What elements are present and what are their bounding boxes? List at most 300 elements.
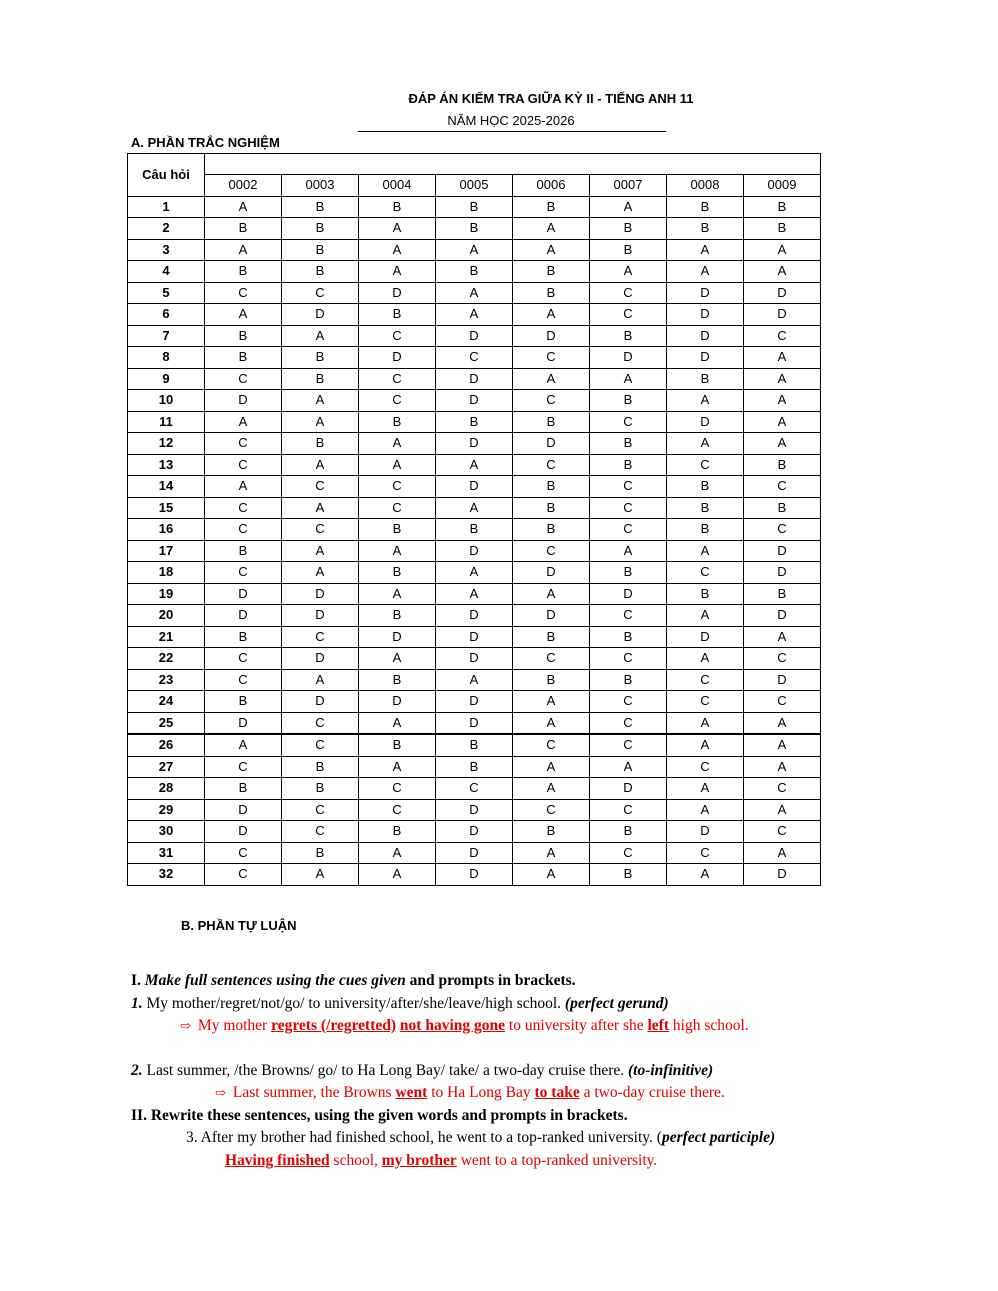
answer-cell: D xyxy=(513,562,590,584)
document-title: ĐÁP ÁN KIỂM TRA GIỮA KỲ II - TIẾNG ANH 11 xyxy=(408,91,694,106)
answer-cell: A xyxy=(667,239,744,261)
answer-cell: B xyxy=(282,261,359,283)
answer-cell: C xyxy=(667,842,744,864)
answer-cell: A xyxy=(667,648,744,670)
answer-cell: D xyxy=(513,605,590,627)
answer-cell: D xyxy=(205,821,282,843)
answer-cell: C xyxy=(513,347,590,369)
answer-cell: B xyxy=(513,261,590,283)
answer-cell: D xyxy=(513,433,590,455)
answer-cell: A xyxy=(513,756,590,778)
answer-cell: B xyxy=(436,261,513,283)
answer-key-table xyxy=(127,153,821,886)
answer-cell: A xyxy=(744,712,821,734)
answer-cell: B xyxy=(513,669,590,691)
answer-cell: A xyxy=(282,669,359,691)
answer-cell: C xyxy=(282,476,359,498)
table-row xyxy=(128,583,821,605)
exam-code-header: 0006 xyxy=(513,175,590,197)
question-number: 30 xyxy=(128,821,205,843)
answer-cell: D xyxy=(667,411,744,433)
answer-cell: B xyxy=(667,519,744,541)
answer-cell: B xyxy=(436,196,513,218)
answer-cell: C xyxy=(590,799,667,821)
answer-cell: A xyxy=(205,411,282,433)
question-number: 28 xyxy=(128,778,205,800)
answer-cell: C xyxy=(590,734,667,756)
answer-cell: D xyxy=(205,583,282,605)
answer-cell: C xyxy=(205,519,282,541)
answer-cell: B xyxy=(513,411,590,433)
answer-cell: C xyxy=(667,454,744,476)
answer-cell: A xyxy=(513,691,590,713)
answer-cell: B xyxy=(590,562,667,584)
answer-cell: C xyxy=(590,605,667,627)
answer-cell: C xyxy=(359,497,436,519)
answer-cell: D xyxy=(436,626,513,648)
answer-cell: C xyxy=(359,368,436,390)
answer-cell: B xyxy=(359,821,436,843)
answer-cell: C xyxy=(590,842,667,864)
answer-cell: A xyxy=(513,218,590,240)
answer-cell: A xyxy=(744,842,821,864)
question-header: Câu hỏi xyxy=(128,154,205,197)
answer-cell: B xyxy=(744,196,821,218)
answer-cell: A xyxy=(359,540,436,562)
answer-cell: B xyxy=(744,583,821,605)
question-number: 20 xyxy=(128,605,205,627)
question-number: 13 xyxy=(128,454,205,476)
question-number: 29 xyxy=(128,799,205,821)
answer-cell: A xyxy=(205,304,282,326)
answer-cell: B xyxy=(744,454,821,476)
answer-cell: A xyxy=(359,433,436,455)
answer-cell: B xyxy=(359,734,436,756)
question-number: 2 xyxy=(128,218,205,240)
table-row xyxy=(128,778,821,800)
answer-cell: A xyxy=(436,497,513,519)
answer-cell: A xyxy=(667,778,744,800)
answer-cell: A xyxy=(667,605,744,627)
answer-cell: D xyxy=(436,476,513,498)
answer-cell: A xyxy=(513,712,590,734)
table-row xyxy=(128,239,821,261)
answer-cell: A xyxy=(359,864,436,886)
answer-cell: C xyxy=(513,454,590,476)
answer-cell: B xyxy=(590,239,667,261)
answer-cell: A xyxy=(436,669,513,691)
answer-cell: A xyxy=(205,196,282,218)
exam-code-header: 0008 xyxy=(667,175,744,197)
answer-cell: A xyxy=(744,626,821,648)
answer-cell: A xyxy=(590,261,667,283)
answer-cell: C xyxy=(590,282,667,304)
answer-cell: C xyxy=(282,626,359,648)
answer-cell: D xyxy=(436,842,513,864)
answer-cell: A xyxy=(205,239,282,261)
answer-cell: A xyxy=(282,454,359,476)
answer-cell: A xyxy=(359,239,436,261)
answer-cell: D xyxy=(513,325,590,347)
answer-cell: B xyxy=(359,411,436,433)
question-number: 23 xyxy=(128,669,205,691)
answer-cell: B xyxy=(436,756,513,778)
question-number: 10 xyxy=(128,390,205,412)
answer-1: ⇨ My mother regrets (/regretted) not having gone to university after she left high school. xyxy=(180,1017,749,1034)
table-row xyxy=(128,605,821,627)
answer-cell: C xyxy=(513,734,590,756)
answer-cell: B xyxy=(667,583,744,605)
answer-cell: B xyxy=(359,605,436,627)
table-row xyxy=(128,691,821,713)
answer-cell: B xyxy=(667,497,744,519)
answer-cell: A xyxy=(744,368,821,390)
answer-cell: A xyxy=(282,562,359,584)
table-row xyxy=(128,476,821,498)
answer-cell: D xyxy=(282,648,359,670)
exam-code-header: 0002 xyxy=(205,175,282,197)
table-row xyxy=(128,756,821,778)
table-row xyxy=(128,347,821,369)
answer-cell: B xyxy=(436,218,513,240)
answer-cell: D xyxy=(744,562,821,584)
answer-cell: A xyxy=(744,239,821,261)
exam-code-header: 0003 xyxy=(282,175,359,197)
answer-cell: A xyxy=(513,842,590,864)
answer-cell: C xyxy=(282,821,359,843)
question-number: 27 xyxy=(128,756,205,778)
question-number: 26 xyxy=(128,734,205,756)
answer-cell: D xyxy=(590,778,667,800)
question-number: 15 xyxy=(128,497,205,519)
answer-cell: C xyxy=(513,648,590,670)
arrow-icon: ⇨ xyxy=(215,1085,226,1100)
answer-cell: C xyxy=(590,304,667,326)
question-number: 21 xyxy=(128,626,205,648)
answer-cell: B xyxy=(359,519,436,541)
answer-cell: C xyxy=(436,347,513,369)
answer-cell: C xyxy=(205,368,282,390)
question-1: 1. My mother/regret/not/go/ to university/after/she/leave/high school. (perfect gerund) xyxy=(131,995,669,1012)
answer-cell: C xyxy=(205,562,282,584)
answer-cell: A xyxy=(667,261,744,283)
answer-cell: D xyxy=(436,540,513,562)
answer-cell: D xyxy=(590,583,667,605)
table-row xyxy=(128,368,821,390)
answer-cell: A xyxy=(513,304,590,326)
section-a-title: A. PHẦN TRẮC NGHIỆM xyxy=(131,135,280,150)
exam-code-header: 0007 xyxy=(590,175,667,197)
answer-cell: A xyxy=(590,540,667,562)
answer-cell: C xyxy=(205,282,282,304)
answer-cell: B xyxy=(513,626,590,648)
part1-heading: I. Make full sentences using the cues given and prompts in brackets. xyxy=(131,972,576,989)
answer-cell: B xyxy=(590,821,667,843)
answer-cell: D xyxy=(436,390,513,412)
answer-cell: B xyxy=(590,218,667,240)
table-row xyxy=(128,325,821,347)
answer-cell: C xyxy=(744,691,821,713)
table-row xyxy=(128,519,821,541)
answer-cell: A xyxy=(667,734,744,756)
part2-heading: II. Rewrite these sentences, using the given words and prompts in brackets. xyxy=(131,1107,628,1124)
section-b-title: B. PHẦN TỰ LUẬN xyxy=(181,918,297,933)
answer-cell: C xyxy=(359,390,436,412)
answer-cell: B xyxy=(359,304,436,326)
answer-cell: A xyxy=(744,411,821,433)
answer-cell: B xyxy=(667,476,744,498)
answer-cell: D xyxy=(359,691,436,713)
answer-cell: D xyxy=(359,282,436,304)
answer-cell: D xyxy=(744,605,821,627)
answer-cell: B xyxy=(205,218,282,240)
answer-cell: A xyxy=(513,864,590,886)
answer-cell: A xyxy=(359,712,436,734)
answer-cell: A xyxy=(436,304,513,326)
answer-cell: C xyxy=(205,864,282,886)
answer-cell: B xyxy=(282,756,359,778)
answer-cell: A xyxy=(359,583,436,605)
question-number: 5 xyxy=(128,282,205,304)
answer-cell: C xyxy=(205,433,282,455)
question-number: 18 xyxy=(128,562,205,584)
answer-cell: A xyxy=(513,368,590,390)
answer-cell: B xyxy=(513,476,590,498)
answer-cell: B xyxy=(436,734,513,756)
answer-cell: B xyxy=(744,497,821,519)
question-number: 3 xyxy=(128,239,205,261)
answer-cell: D xyxy=(436,605,513,627)
answer-cell: B xyxy=(513,497,590,519)
answer-cell: C xyxy=(513,799,590,821)
answer-cell: D xyxy=(436,821,513,843)
answer-cell: A xyxy=(667,799,744,821)
answer-cell: B xyxy=(590,864,667,886)
question-number: 11 xyxy=(128,411,205,433)
answer-cell: A xyxy=(436,454,513,476)
answer-cell: C xyxy=(590,476,667,498)
table-row xyxy=(128,497,821,519)
answer-cell: D xyxy=(667,626,744,648)
answer-cell: C xyxy=(205,648,282,670)
answer-cell: A xyxy=(744,756,821,778)
title-divider xyxy=(358,131,666,132)
answer-cell: A xyxy=(359,648,436,670)
answer-cell: C xyxy=(205,669,282,691)
answer-cell: D xyxy=(359,347,436,369)
answer-cell: D xyxy=(436,368,513,390)
answer-cell: A xyxy=(667,540,744,562)
question-number: 1 xyxy=(128,196,205,218)
table-row xyxy=(128,282,821,304)
table-row xyxy=(128,562,821,584)
answer-cell: D xyxy=(205,390,282,412)
question-number: 31 xyxy=(128,842,205,864)
table-row xyxy=(128,712,821,734)
answer-cell: A xyxy=(436,562,513,584)
answer-cell: C xyxy=(590,648,667,670)
answer-cell: A xyxy=(744,390,821,412)
answer-cell: A xyxy=(513,583,590,605)
answer-cell: C xyxy=(282,282,359,304)
answer-cell: A xyxy=(590,368,667,390)
answer-cell: B xyxy=(513,282,590,304)
table-row xyxy=(128,261,821,283)
answer-cell: D xyxy=(744,540,821,562)
answer-cell: A xyxy=(282,864,359,886)
question-number: 14 xyxy=(128,476,205,498)
table-row xyxy=(128,390,821,412)
answer-cell: B xyxy=(282,842,359,864)
answer-cell: B xyxy=(667,218,744,240)
answer-cell: C xyxy=(667,691,744,713)
table-row xyxy=(128,799,821,821)
table-row xyxy=(128,842,821,864)
answer-cell: D xyxy=(205,799,282,821)
answer-cell: B xyxy=(667,196,744,218)
answer-cell: A xyxy=(282,497,359,519)
answer-cell: C xyxy=(590,691,667,713)
answer-cell: D xyxy=(667,325,744,347)
answer-cell: B xyxy=(667,368,744,390)
answer-cell: D xyxy=(744,304,821,326)
answer-cell: B xyxy=(513,519,590,541)
answer-cell: D xyxy=(282,691,359,713)
answer-cell: C xyxy=(359,476,436,498)
table-row xyxy=(128,821,821,843)
answer-cell: C xyxy=(205,756,282,778)
answer-cell: B xyxy=(282,433,359,455)
answer-cell: A xyxy=(359,756,436,778)
question-number: 19 xyxy=(128,583,205,605)
question-number: 4 xyxy=(128,261,205,283)
answer-cell: D xyxy=(359,626,436,648)
answer-cell: B xyxy=(359,562,436,584)
answer-cell: C xyxy=(359,799,436,821)
answer-cell: B xyxy=(590,669,667,691)
answer-cell: A xyxy=(205,734,282,756)
answer-cell: A xyxy=(744,347,821,369)
answer-cell: B xyxy=(359,196,436,218)
school-year: NĂM HỌC 2025-2026 xyxy=(447,113,575,128)
answer-cell: A xyxy=(359,842,436,864)
answer-cell: D xyxy=(667,282,744,304)
answer-cell: D xyxy=(205,605,282,627)
answer-cell: C xyxy=(590,497,667,519)
answer-cell: C xyxy=(744,821,821,843)
answer-cell: D xyxy=(436,712,513,734)
answer-cell: C xyxy=(359,325,436,347)
answer-cell: B xyxy=(359,669,436,691)
answer-cell: A xyxy=(513,778,590,800)
answer-cell: D xyxy=(282,304,359,326)
answer-cell: D xyxy=(436,799,513,821)
answer-cell: B xyxy=(282,239,359,261)
answer-cell: B xyxy=(282,196,359,218)
question-number: 24 xyxy=(128,691,205,713)
answer-cell: B xyxy=(205,691,282,713)
answer-cell: A xyxy=(436,239,513,261)
question-number: 9 xyxy=(128,368,205,390)
answer-cell: D xyxy=(667,821,744,843)
answer-2: ⇨ Last summer, the Browns went to Ha Long Bay to take a two-day cruise there. xyxy=(215,1084,725,1101)
answer-cell: D xyxy=(436,433,513,455)
answer-cell: A xyxy=(513,239,590,261)
table-row xyxy=(128,454,821,476)
answer-cell: D xyxy=(436,691,513,713)
answer-cell: A xyxy=(590,196,667,218)
answer-cell: A xyxy=(744,799,821,821)
answer-cell: C xyxy=(744,476,821,498)
answer-cell: A xyxy=(667,433,744,455)
answer-cell: A xyxy=(744,734,821,756)
question-number: 6 xyxy=(128,304,205,326)
answer-cell: D xyxy=(744,282,821,304)
table-row xyxy=(128,304,821,326)
answer-cell: A xyxy=(590,756,667,778)
exam-code-header: 0004 xyxy=(359,175,436,197)
answer-cell: A xyxy=(359,454,436,476)
answer-cell: A xyxy=(744,433,821,455)
answer-cell: D xyxy=(744,669,821,691)
table-row xyxy=(128,196,821,218)
exam-code-header: 0005 xyxy=(436,175,513,197)
answer-cell: D xyxy=(667,347,744,369)
exam-code-header: 0009 xyxy=(744,175,821,197)
answer-cell: B xyxy=(282,218,359,240)
answer-cell: A xyxy=(667,712,744,734)
table-row xyxy=(128,218,821,240)
answer-cell: B xyxy=(590,433,667,455)
question-number: 8 xyxy=(128,347,205,369)
answer-cell: D xyxy=(436,864,513,886)
answer-cell: A xyxy=(282,325,359,347)
question-number: 32 xyxy=(128,864,205,886)
question-number: 22 xyxy=(128,648,205,670)
answer-cell: A xyxy=(282,540,359,562)
answer-cell: B xyxy=(282,368,359,390)
answer-cell: B xyxy=(513,821,590,843)
answer-cell: C xyxy=(667,669,744,691)
answer-cell: C xyxy=(282,799,359,821)
question-3: 3. After my brother had finished school, he went to a top-ranked university. (perfect participle) xyxy=(186,1129,776,1146)
answer-cell: A xyxy=(744,261,821,283)
answer-cell: A xyxy=(359,218,436,240)
answer-cell: D xyxy=(436,325,513,347)
question-number: 7 xyxy=(128,325,205,347)
answer-cell: C xyxy=(205,842,282,864)
answer-cell: B xyxy=(205,261,282,283)
answer-cell: C xyxy=(513,540,590,562)
header-blank-cell xyxy=(205,154,821,175)
arrow-icon: ⇨ xyxy=(180,1018,191,1033)
answer-cell: A xyxy=(436,583,513,605)
answer-cell: C xyxy=(590,411,667,433)
answer-cell: C xyxy=(205,454,282,476)
answer-cell: C xyxy=(282,712,359,734)
answer-cell: D xyxy=(667,304,744,326)
table-row xyxy=(128,734,821,756)
answer-cell: B xyxy=(205,540,282,562)
table-row xyxy=(128,411,821,433)
answer-cell: C xyxy=(436,778,513,800)
answer-cell: D xyxy=(590,347,667,369)
answer-cell: D xyxy=(744,864,821,886)
answer-cell: D xyxy=(205,712,282,734)
answer-cell: B xyxy=(205,778,282,800)
question-2: 2. Last summer, /the Browns/ go/ to Ha Long Bay/ take/ a two-day cruise there. (to-infinitive) xyxy=(131,1062,714,1079)
answer-cell: C xyxy=(744,648,821,670)
